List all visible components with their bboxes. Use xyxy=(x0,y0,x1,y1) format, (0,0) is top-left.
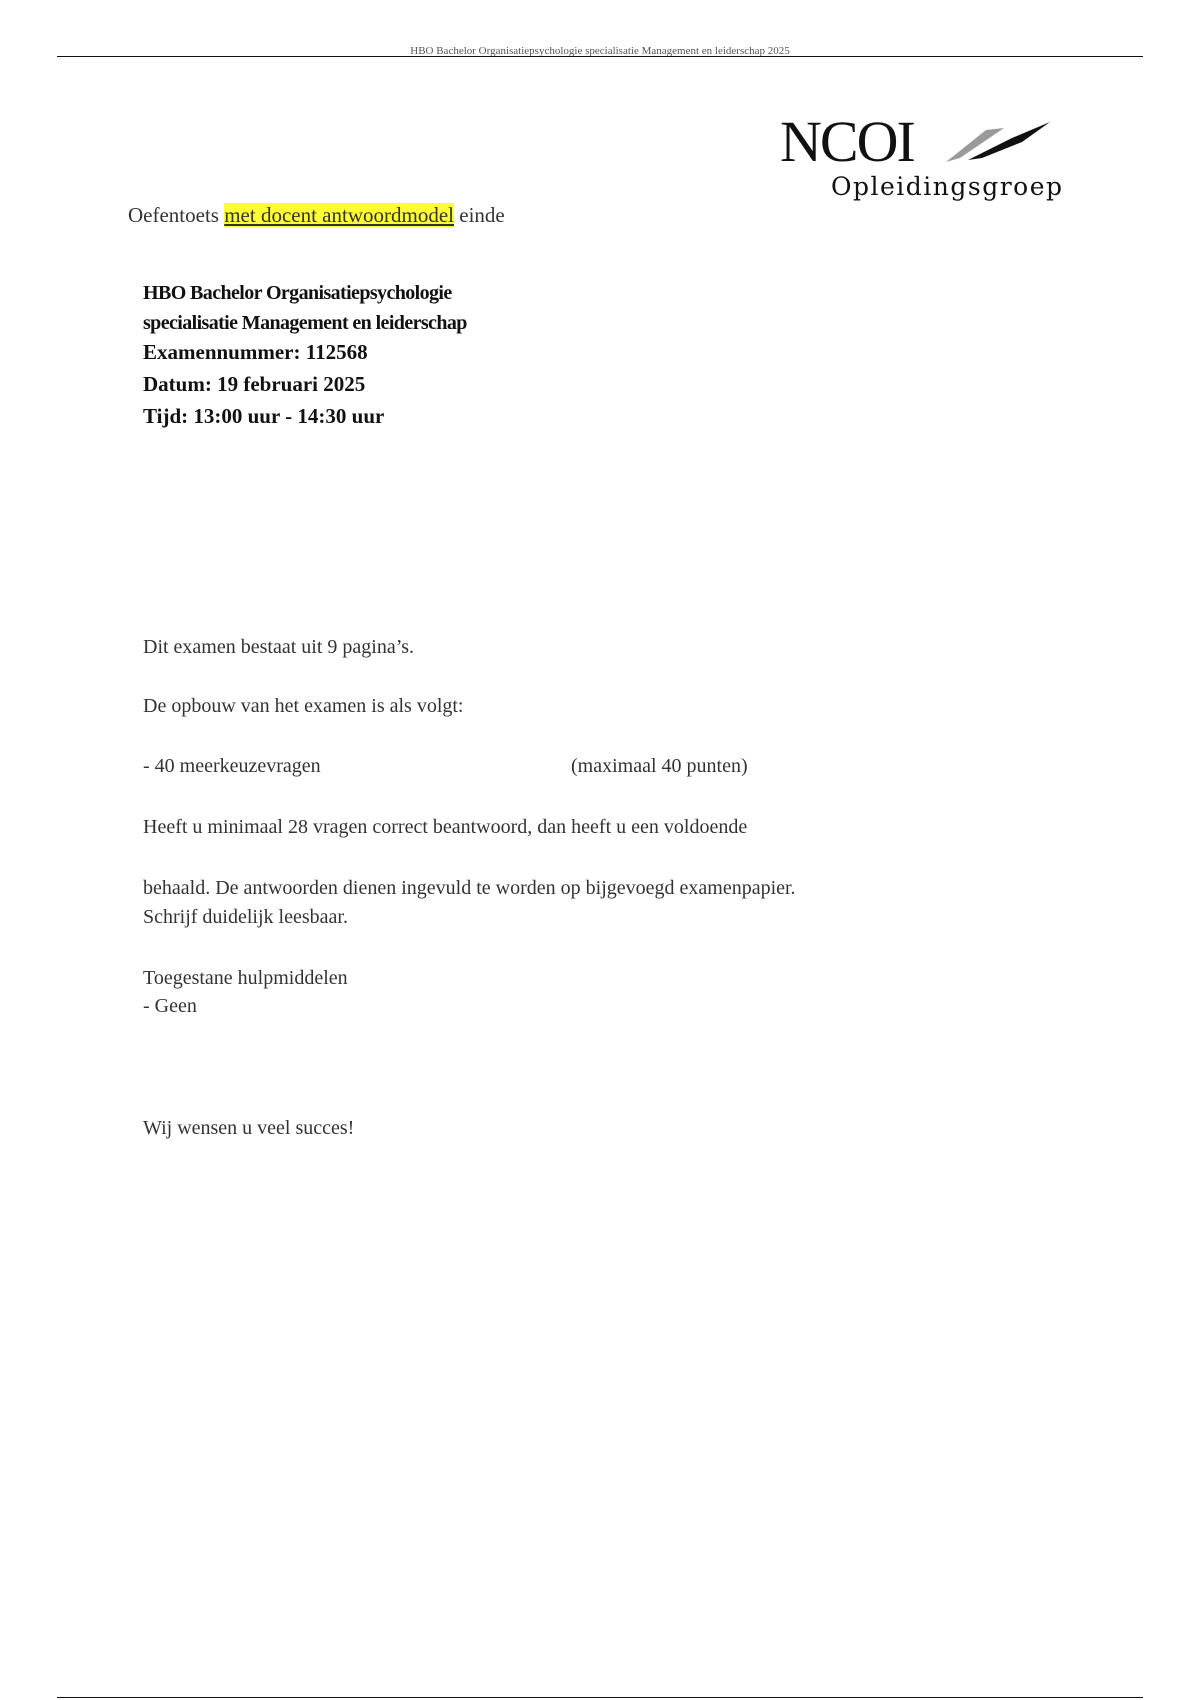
exam-date: Datum: 19 februari 2025 xyxy=(143,372,366,396)
running-header: HBO Bachelor Organisatiepsychologie specialisatie Management en leiderschap 2025 xyxy=(410,45,790,57)
ncoi-swoosh-icon xyxy=(942,120,1052,164)
pass-criteria-line-2: behaald. De antwoorden dienen ingevuld te worden op bijgevoegd examenpapier. xyxy=(143,877,796,899)
highlighted-text: met docent antwoordmodel xyxy=(224,203,454,227)
exam-part-points: (maximaal 40 punten) xyxy=(571,755,748,777)
legibility-note: Schrijf duidelijk leesbaar. xyxy=(143,906,348,928)
exam-part-row xyxy=(143,752,843,780)
ncoi-logo xyxy=(780,109,1064,212)
allowed-aids-title: Toegestane hulpmiddelen xyxy=(143,967,348,989)
pass-criteria-line-1: Heeft u minimaal 28 vragen correct beantwoord, dan heeft u een voldoende xyxy=(143,816,748,838)
logo-wordmark: NCOI xyxy=(780,109,914,174)
header-rule xyxy=(57,56,1143,57)
allowed-aids-value: - Geen xyxy=(143,995,197,1017)
exam-part-label: - 40 meerkeuzevragen xyxy=(143,755,321,777)
structure-intro: De opbouw van het examen is als volgt: xyxy=(143,695,464,717)
program-specialisation: specialisatie Management en leiderschap xyxy=(143,312,467,334)
intro-prefix: Oefentoets xyxy=(128,203,219,227)
intro-line xyxy=(128,202,505,228)
closing-wish: Wij wensen u veel succes! xyxy=(143,1117,355,1139)
page-count-text: Dit examen bestaat uit 9 pagina’s. xyxy=(143,636,415,658)
program-title: HBO Bachelor Organisatiepsychologie xyxy=(143,282,452,304)
logo-subtitle: Opleidingsgroep xyxy=(831,172,1064,201)
exam-number: Examennummer: 112568 xyxy=(143,340,368,364)
exam-time: Tijd: 13:00 uur - 14:30 uur xyxy=(143,404,385,428)
intro-suffix: einde xyxy=(459,203,505,227)
footer-rule xyxy=(57,1697,1143,1698)
